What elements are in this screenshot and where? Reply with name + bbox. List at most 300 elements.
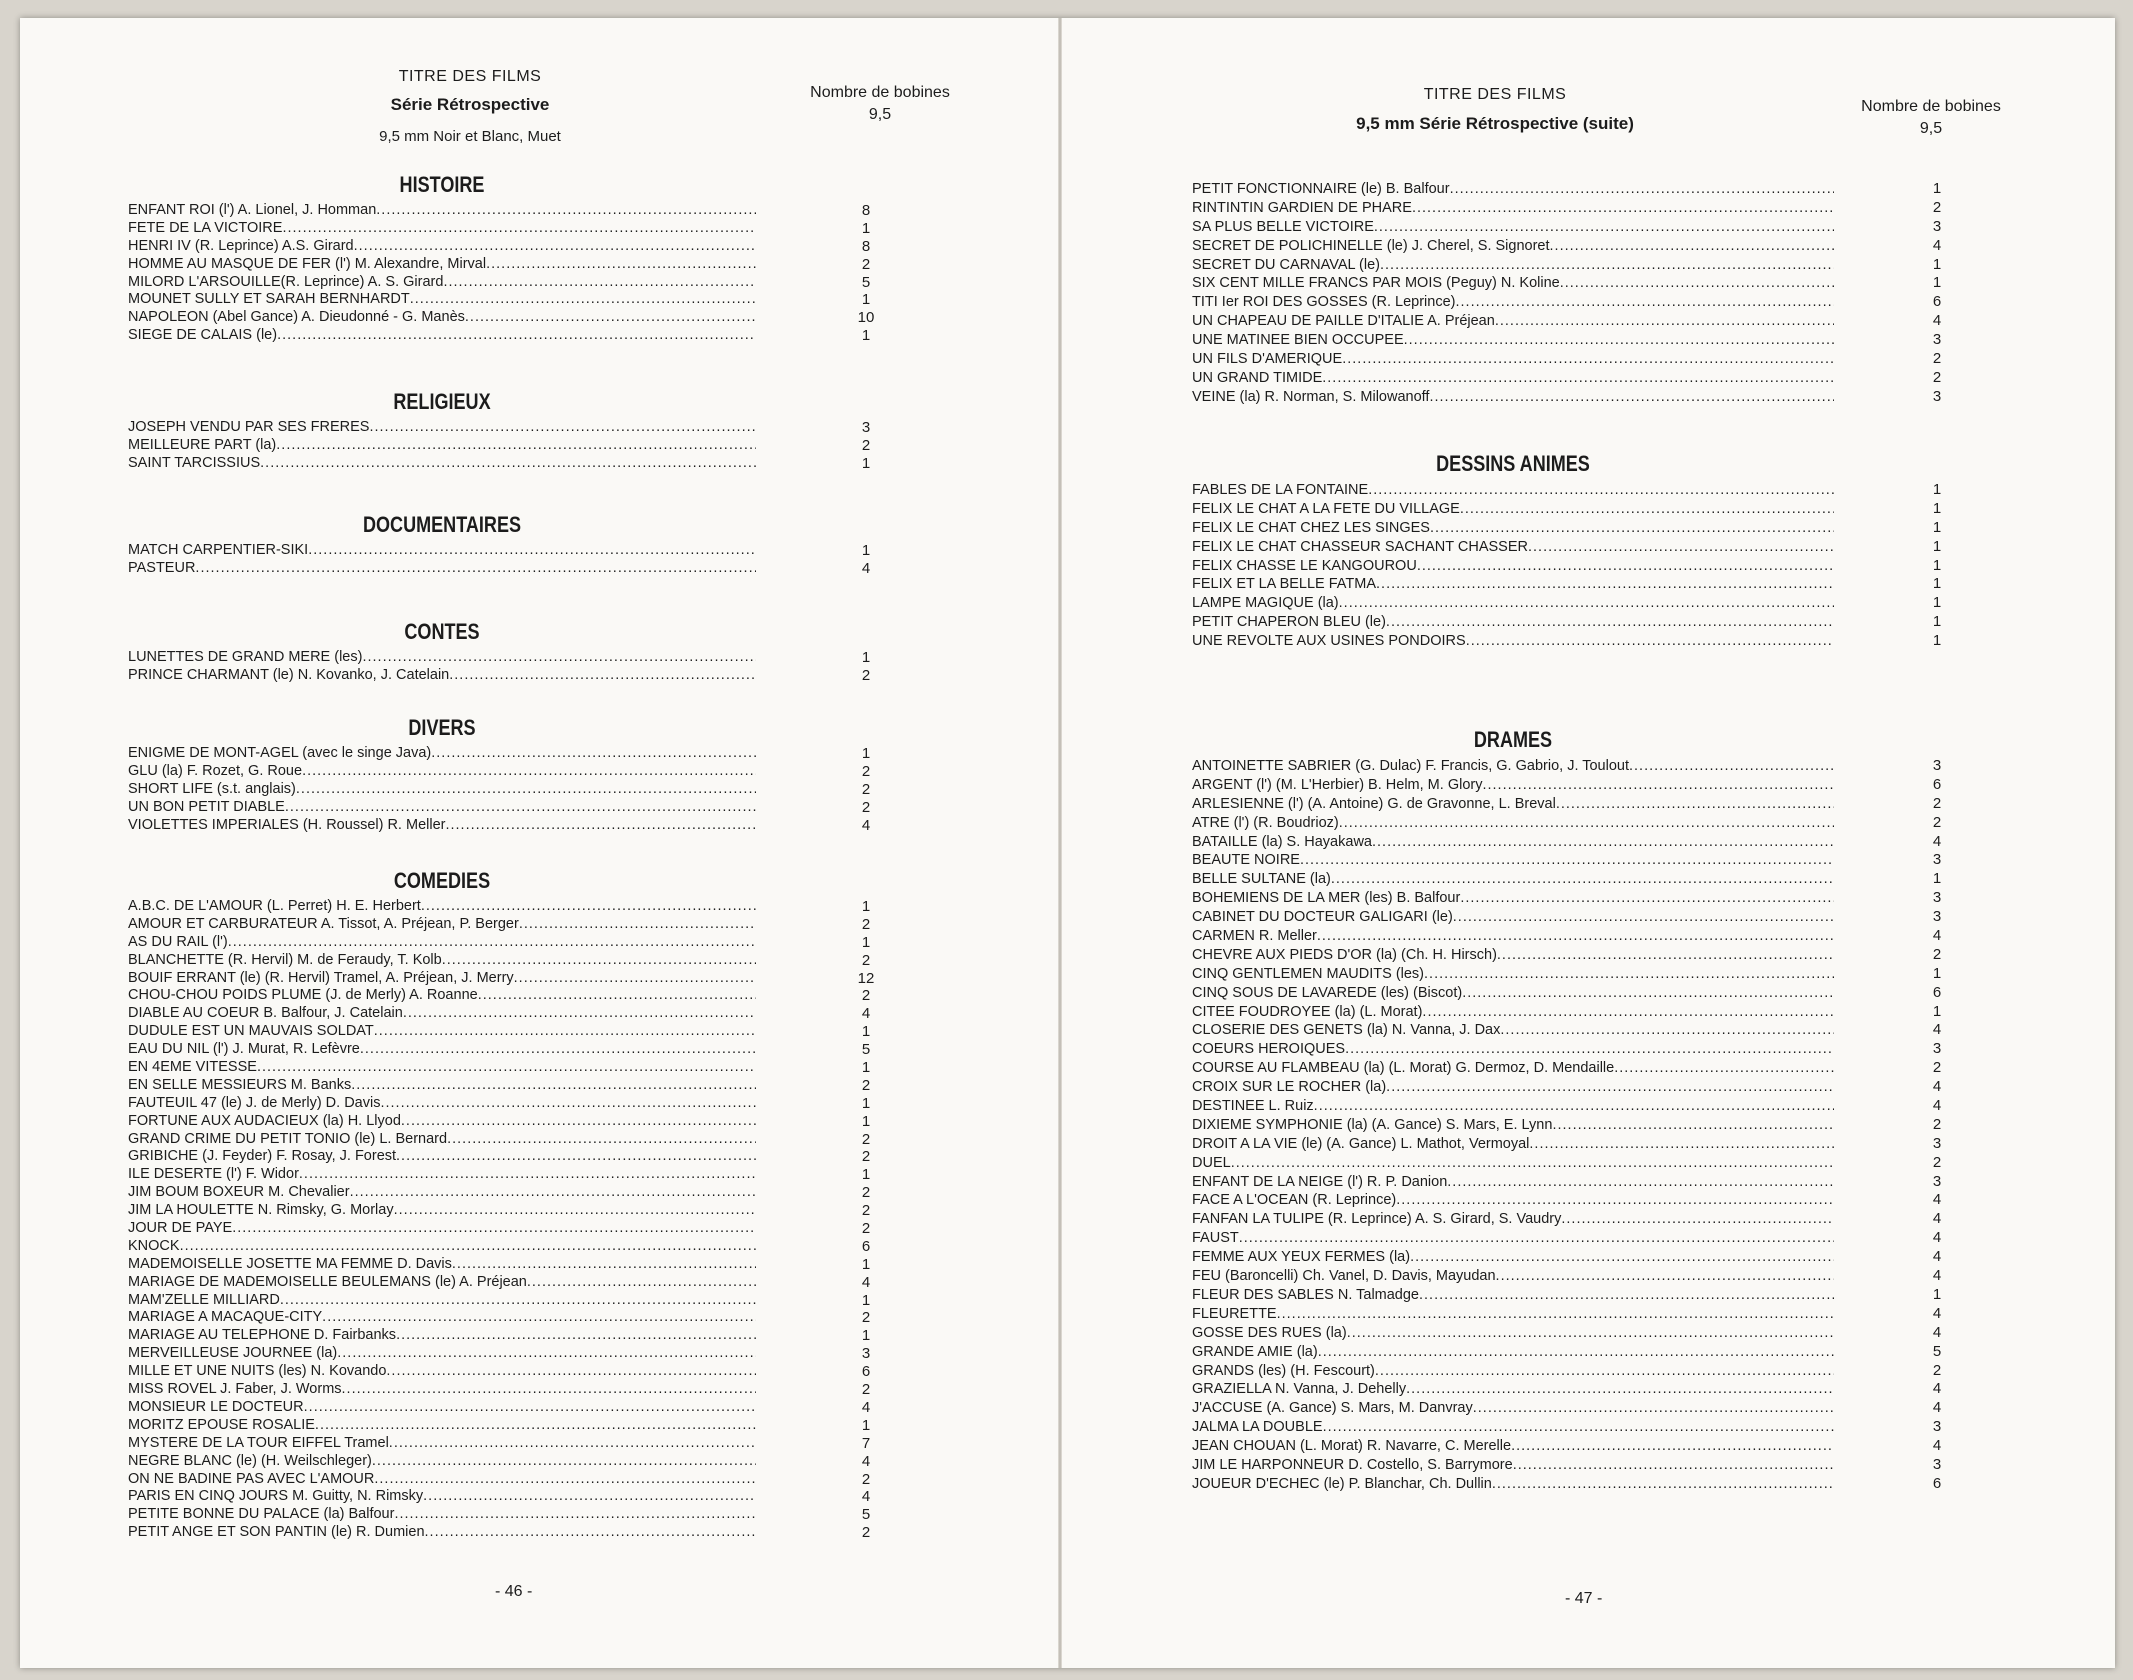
film-row <box>128 1345 906 1363</box>
film-title: MEILLEURE PART (la) ..... <box>128 437 756 455</box>
film-title: CITEE FOUDROYEE (la) (L. Morat) ..... <box>1192 1003 1834 1022</box>
film-row <box>1192 927 1977 946</box>
reel-count: 4 <box>1932 236 1942 254</box>
reel-count: 2 <box>861 1524 871 1542</box>
film-row <box>1192 1475 1977 1494</box>
reel-count: 2 <box>861 798 871 816</box>
film-title: ANTOINETTE SABRIER (G. Dulac) F. Francis, G. Gabrio, J. Toulout ..... <box>1192 757 1834 776</box>
film-row <box>1192 1173 1977 1192</box>
reel-count: 4 <box>1932 1097 1942 1115</box>
reel-count: 2 <box>861 1309 871 1327</box>
right-header-bobines-label: Nombre de bobines <box>1861 98 2001 115</box>
film-row <box>1192 1324 1977 1343</box>
film-row <box>128 560 906 578</box>
film-title: VIOLETTES IMPERIALES (H. Roussel) R. Meller ..... <box>128 817 756 835</box>
film-title: GRAZIELLA N. Vanna, J. Dehelly ..... <box>1192 1380 1834 1399</box>
right-header-bobines-format: 9,5 <box>1919 120 1943 137</box>
reel-count: 4 <box>1932 1248 1942 1266</box>
film-row <box>128 781 906 799</box>
film-row <box>128 970 906 988</box>
film-row <box>1192 1210 1977 1229</box>
catalog-spread <box>20 18 2115 1668</box>
film-title: FELIX LE CHAT CHASSEUR SACHANT CHASSER ..... <box>1192 538 1834 557</box>
film-title: GRANDE AMIE (la) ..... <box>1192 1343 1834 1362</box>
film-row <box>1192 870 1977 889</box>
reel-count: 2 <box>861 255 871 273</box>
section-heading: DOCUMENTAIRES <box>362 512 522 537</box>
film-title: CROIX SUR LE ROCHER (la) ..... <box>1192 1078 1834 1097</box>
film-row <box>128 1292 906 1310</box>
film-title: CHOU-CHOU POIDS PLUME (J. de Merly) A. Roanne ..... <box>128 987 756 1005</box>
film-row <box>1192 1399 1977 1418</box>
reel-count: 4 <box>861 1273 871 1291</box>
film-title: UN GRAND TIMIDE ..... <box>1192 369 1834 388</box>
film-title: PETIT FONCTIONNAIRE (le) B. Balfour ..... <box>1192 180 1834 199</box>
film-row <box>1192 1097 1977 1116</box>
film-title: GRAND CRIME DU PETIT TONIO (le) L. Bernard ..... <box>128 1131 756 1149</box>
reel-count: 4 <box>1932 1078 1942 1096</box>
reel-count: 4 <box>1932 312 1942 330</box>
film-row <box>1192 889 1977 908</box>
reel-count: 4 <box>861 1452 871 1470</box>
film-row <box>1192 1267 1977 1286</box>
reel-count: 4 <box>1932 1437 1942 1455</box>
film-title: BOUIF ERRANT (le) (R. Hervil) Tramel, A. Préjean, J. Merry ..... <box>128 970 756 988</box>
film-row <box>128 1309 906 1327</box>
film-title: JEAN CHOUAN (L. Morat) R. Navarre, C. Merelle ..... <box>1192 1437 1834 1456</box>
film-row <box>128 934 906 952</box>
right-page <box>1060 18 2115 1668</box>
reel-count: 2 <box>1932 1059 1942 1077</box>
film-row <box>128 1399 906 1417</box>
left-section <box>128 508 906 578</box>
film-row <box>1192 1116 1977 1135</box>
reel-count: 1 <box>1932 1002 1942 1020</box>
reel-count: 2 <box>861 915 871 933</box>
film-title: BELLE SULTANE (la) ..... <box>1192 870 1834 889</box>
film-list <box>1192 180 1977 407</box>
right-section <box>1192 180 1977 407</box>
reel-count: 2 <box>861 1202 871 1220</box>
reel-count: 1 <box>861 1416 871 1434</box>
right-page-number: - 47 - <box>1565 1590 1603 1607</box>
film-row <box>1192 1286 1977 1305</box>
film-row <box>1192 293 1977 312</box>
film-title: FELIX CHASSE LE KANGOUROU ..... <box>1192 557 1834 576</box>
film-title: VEINE (la) R. Norman, S. Milowanoff ..... <box>1192 388 1834 407</box>
reel-count: 2 <box>861 666 871 684</box>
film-row <box>128 274 906 292</box>
reel-count: 2 <box>861 1470 871 1488</box>
film-row <box>1192 613 1977 632</box>
reel-count: 1 <box>1932 499 1942 517</box>
film-row <box>128 1113 906 1131</box>
section-heading: CONTES <box>404 619 480 644</box>
film-row <box>1192 557 1977 576</box>
film-row <box>128 1005 906 1023</box>
film-title: FAUTEUIL 47 (le) J. de Merly) D. Davis ..... <box>128 1095 756 1113</box>
film-title: SIX CENT MILLE FRANCS PAR MOIS (Peguy) N. Koline ..... <box>1192 274 1834 293</box>
reel-count: 3 <box>1932 1418 1942 1436</box>
film-title: LUNETTES DE GRAND MERE (les) ..... <box>128 649 756 667</box>
film-title: BATAILLE (la) S. Hayakawa ..... <box>1192 833 1834 852</box>
reel-count: 4 <box>1932 1267 1942 1285</box>
reel-count: 2 <box>861 762 871 780</box>
film-row <box>128 799 906 817</box>
film-title: LAMPE MAGIQUE (la) ..... <box>1192 594 1834 613</box>
film-list <box>128 898 906 1542</box>
film-title: ILE DESERTE (l') F. Widor ..... <box>128 1166 756 1184</box>
reel-count: 1 <box>861 1327 871 1345</box>
reel-count: 8 <box>861 237 871 255</box>
film-row <box>1192 795 1977 814</box>
film-title: MILORD L'ARSOUILLE(R. Leprince) A. S. Girard ..... <box>128 274 756 292</box>
film-title: MARIAGE A MACAQUE-CITY ..... <box>128 1309 756 1327</box>
film-row <box>1192 1135 1977 1154</box>
film-title: FELIX ET LA BELLE FATMA ..... <box>1192 575 1834 594</box>
film-title: NEGRE BLANC (le) (H. Weilschleger) ..... <box>128 1453 756 1471</box>
film-row <box>128 327 906 345</box>
reel-count: 2 <box>1932 1361 1942 1379</box>
film-title: ON NE BADINE PAS AVEC L'AMOUR ..... <box>128 1471 756 1489</box>
film-list <box>128 202 906 345</box>
film-title: UNE REVOLTE AUX USINES PONDOIRS ..... <box>1192 632 1834 651</box>
film-title: MERVEILLEUSE JOURNEE (la) ..... <box>128 1345 756 1363</box>
film-row <box>128 309 906 327</box>
reel-count: 4 <box>1932 927 1942 945</box>
section-heading: DESSINS ANIMES <box>1436 451 1590 476</box>
reel-count: 4 <box>1932 1191 1942 1209</box>
film-row <box>128 291 906 309</box>
reel-count: 4 <box>1932 1229 1942 1247</box>
film-row <box>1192 218 1977 237</box>
section-heading: DRAMES <box>1473 727 1553 752</box>
film-title: PRINCE CHARMANT (le) N. Kovanko, J. Catelain ..... <box>128 667 756 685</box>
reel-count: 1 <box>861 649 871 666</box>
reel-count: 3 <box>1932 217 1942 235</box>
film-title: NAPOLEON (Abel Gance) A. Dieudonné - G. Manès ..... <box>128 309 756 327</box>
reel-count: 6 <box>1932 293 1942 311</box>
film-title: FETE DE LA VICTOIRE ..... <box>128 220 756 238</box>
film-row <box>128 987 906 1005</box>
film-row <box>1192 1003 1977 1022</box>
film-row <box>128 238 906 256</box>
film-title: FANFAN LA TULIPE (R. Leprince) A. S. Girard, S. Vaudry ..... <box>1192 1210 1834 1229</box>
film-row <box>1192 500 1977 519</box>
film-title: GRIBICHE (J. Feyder) F. Rosay, J. Forest ..... <box>128 1148 756 1166</box>
film-row <box>1192 350 1977 369</box>
film-row <box>128 1363 906 1381</box>
reel-count: 4 <box>861 1398 871 1416</box>
reel-count: 4 <box>861 816 871 834</box>
reel-count: 2 <box>861 1148 871 1166</box>
film-title: TITI Ier ROI DES GOSSES (R. Leprince) ..... <box>1192 293 1834 312</box>
film-list <box>128 745 906 834</box>
film-title: EN SELLE MESSIEURS M. Banks ..... <box>128 1077 756 1095</box>
reel-count: 6 <box>1932 1474 1942 1492</box>
film-title: MAM'ZELLE MILLIARD ..... <box>128 1292 756 1310</box>
film-row <box>128 1166 906 1184</box>
reel-count: 12 <box>857 969 875 987</box>
reel-count: 4 <box>1932 1304 1942 1322</box>
film-row <box>128 256 906 274</box>
reel-count: 1 <box>1932 180 1942 197</box>
reel-count: 4 <box>1932 1380 1942 1398</box>
film-title: MILLE ET UNE NUITS (les) N. Kovando ..... <box>128 1363 756 1381</box>
film-row <box>1192 776 1977 795</box>
film-title: A.B.C. DE L'AMOUR (L. Perret) H. E. Herbert ..... <box>128 898 756 916</box>
film-row <box>128 220 906 238</box>
reel-count: 4 <box>861 559 871 577</box>
film-row <box>128 817 906 835</box>
reel-count: 7 <box>861 1434 871 1452</box>
film-title: JIM LA HOULETTE N. Rimsky, G. Morlay ..... <box>128 1202 756 1220</box>
reel-count: 3 <box>861 419 871 436</box>
reel-count: 3 <box>1932 757 1942 774</box>
film-title: COEURS HEROIQUES ..... <box>1192 1040 1834 1059</box>
film-title: GRANDS (les) (H. Fescourt) ..... <box>1192 1362 1834 1381</box>
reel-count: 1 <box>861 291 871 309</box>
reel-count: 6 <box>1932 983 1942 1001</box>
film-row <box>1192 180 1977 199</box>
film-title: DIABLE AU COEUR B. Balfour, J. Catelain ..... <box>128 1005 756 1023</box>
reel-count: 1 <box>861 1112 871 1130</box>
film-row <box>1192 274 1977 293</box>
film-list <box>128 419 906 473</box>
film-title: FABLES DE LA FONTAINE ..... <box>1192 481 1834 500</box>
reel-count: 2 <box>861 780 871 798</box>
film-title: MARIAGE AU TELEPHONE D. Fairbanks ..... <box>128 1327 756 1345</box>
film-title: CINQ GENTLEMEN MAUDITS (les) ..... <box>1192 965 1834 984</box>
film-row <box>1192 331 1977 350</box>
reel-count: 5 <box>861 1506 871 1524</box>
film-row <box>128 1381 906 1399</box>
film-title: DROIT A LA VIE (le) (A. Gance) L. Mathot, Vermoyal ..... <box>1192 1135 1834 1154</box>
film-title: FEMME AUX YEUX FERMES (la) ..... <box>1192 1248 1834 1267</box>
film-row <box>128 1238 906 1256</box>
film-title: FELIX LE CHAT CHEZ LES SINGES ..... <box>1192 519 1834 538</box>
section-heading: RELIGIEUX <box>393 389 491 414</box>
film-list <box>1192 481 1977 651</box>
reel-count: 1 <box>1932 613 1942 631</box>
film-title: J'ACCUSE (A. Gance) S. Mars, M. Danvray ..... <box>1192 1399 1834 1418</box>
film-row <box>128 1435 906 1453</box>
film-title: ENIGME DE MONT-AGEL (avec le singe Java) ..... <box>128 745 756 763</box>
film-row <box>1192 1191 1977 1210</box>
film-title: MYSTERE DE LA TOUR EIFFEL Tramel ..... <box>128 1435 756 1453</box>
film-title: BEAUTE NOIRE ..... <box>1192 851 1834 870</box>
film-title: DUDULE EST UN MAUVAIS SOLDAT ..... <box>128 1023 756 1041</box>
film-row <box>128 1488 906 1506</box>
film-title: MATCH CARPENTIER-SIKI ..... <box>128 542 756 560</box>
film-title: FLEURETTE ..... <box>1192 1305 1834 1324</box>
film-row <box>128 542 906 560</box>
reel-count: 1 <box>861 1094 871 1112</box>
section-heading: DIVERS <box>408 715 476 740</box>
film-title: DIXIEME SYMPHONIE (la) (A. Gance) S. Mars, E. Lynn ..... <box>1192 1116 1834 1135</box>
film-row <box>1192 575 1977 594</box>
reel-count: 1 <box>861 1059 871 1077</box>
reel-count: 2 <box>1932 1153 1942 1171</box>
reel-count: 1 <box>1932 594 1942 612</box>
film-row <box>1192 1305 1977 1324</box>
reel-count: 1 <box>1932 274 1942 292</box>
reel-count: 1 <box>861 745 871 762</box>
film-title: ENFANT DE LA NEIGE (l') R. P. Danion ..... <box>1192 1173 1834 1192</box>
reel-count: 4 <box>1932 1323 1942 1341</box>
reel-count: 3 <box>1932 1040 1942 1058</box>
reel-count: 1 <box>861 898 871 915</box>
left-page-number: - 46 - <box>495 1583 533 1600</box>
left-section <box>128 385 906 473</box>
film-title: AMOUR ET CARBURATEUR A. Tissot, A. Préjean, P. Berger ..... <box>128 916 756 934</box>
reel-count: 4 <box>1932 1399 1942 1417</box>
film-title: COURSE AU FLAMBEAU (la) (L. Morat) G. Dermoz, D. Mendaille ..... <box>1192 1059 1834 1078</box>
reel-count: 2 <box>1932 813 1942 831</box>
reel-count: 2 <box>861 436 871 454</box>
film-row <box>128 1131 906 1149</box>
film-title: FACE A L'OCEAN (R. Leprince) ..... <box>1192 1191 1834 1210</box>
film-row <box>128 419 906 437</box>
reel-count: 1 <box>1932 556 1942 574</box>
reel-count: 2 <box>861 1130 871 1148</box>
film-title: BOHEMIENS DE LA MER (les) B. Balfour ..... <box>1192 889 1834 908</box>
film-row <box>1192 1380 1977 1399</box>
film-title: DESTINEE L. Ruiz ..... <box>1192 1097 1834 1116</box>
film-title: ATRE (l') (R. Boudrioz) ..... <box>1192 814 1834 833</box>
reel-count: 4 <box>1932 1210 1942 1228</box>
film-title: MOUNET SULLY ET SARAH BERNHARDT ..... <box>128 291 756 309</box>
film-title: UN FILS D'AMERIQUE ..... <box>1192 350 1834 369</box>
film-title: FORTUNE AUX AUDACIEUX (la) H. Llyod ..... <box>128 1113 756 1131</box>
film-title: ARGENT (l') (M. L'Herbier) B. Helm, M. Glory ..... <box>1192 776 1834 795</box>
film-row <box>128 916 906 934</box>
film-row <box>1192 632 1977 651</box>
film-list <box>1192 757 1977 1494</box>
film-row <box>128 455 906 473</box>
film-row <box>1192 1456 1977 1475</box>
film-row <box>1192 1040 1977 1059</box>
reel-count: 2 <box>1932 794 1942 812</box>
film-row <box>128 1148 906 1166</box>
film-title: SECRET DE POLICHINELLE (le) J. Cherel, S. Signoret ..... <box>1192 237 1834 256</box>
film-title: DUEL ..... <box>1192 1154 1834 1173</box>
film-row <box>128 898 906 916</box>
film-row <box>1192 1078 1977 1097</box>
film-title: EN 4EME VITESSE ..... <box>128 1059 756 1077</box>
film-title: BLANCHETTE (R. Hervil) M. de Feraudy, T. Kolb ..... <box>128 952 756 970</box>
film-title: AS DU RAIL (l') ..... <box>128 934 756 952</box>
film-row <box>1192 1362 1977 1381</box>
reel-count: 2 <box>1932 945 1942 963</box>
reel-count: 1 <box>1932 518 1942 536</box>
reel-count: 2 <box>861 1220 871 1238</box>
film-title: GLU (la) F. Rozet, G. Roue ..... <box>128 763 756 781</box>
reel-count: 1 <box>861 1023 871 1041</box>
film-row <box>1192 851 1977 870</box>
film-title: PASTEUR ..... <box>128 560 756 578</box>
reel-count: 3 <box>1932 851 1942 869</box>
reel-count: 6 <box>861 1363 871 1381</box>
film-row <box>128 1202 906 1220</box>
film-row <box>1192 519 1977 538</box>
film-row <box>128 1506 906 1524</box>
film-row <box>1192 1154 1977 1173</box>
film-title: RINTINTIN GARDIEN DE PHARE ..... <box>1192 199 1834 218</box>
film-row <box>1192 984 1977 1003</box>
film-row <box>1192 481 1977 500</box>
reel-count: 6 <box>861 1237 871 1255</box>
reel-count: 1 <box>1932 537 1942 555</box>
film-row <box>1192 814 1977 833</box>
reel-count: 1 <box>861 1291 871 1309</box>
right-header-title: TITRE DES FILMS <box>1423 86 1567 103</box>
film-title: ENFANT ROI (l') A. Lionel, J. Homman ..... <box>128 202 756 220</box>
film-title: UN CHAPEAU DE PAILLE D'ITALIE A. Préjean ..... <box>1192 312 1834 331</box>
reel-count: 3 <box>1932 908 1942 926</box>
reel-count: 1 <box>1932 964 1942 982</box>
film-title: SAINT TARCISSIUS ..... <box>128 455 756 473</box>
film-row <box>128 1274 906 1292</box>
film-title: MISS ROVEL J. Faber, J. Worms ..... <box>128 1381 756 1399</box>
film-title: EAU DU NIL (l') J. Murat, R. Lefèvre ..... <box>128 1041 756 1059</box>
reel-count: 1 <box>861 327 871 345</box>
film-title: UNE MATINEE BIEN OCCUPEE ..... <box>1192 331 1834 350</box>
film-title: PARIS EN CINQ JOURS M. Guitty, N. Rimsky ..... <box>128 1488 756 1506</box>
film-row <box>1192 1248 1977 1267</box>
left-section <box>128 864 906 1542</box>
reel-count: 3 <box>861 1345 871 1363</box>
right-section <box>1192 723 1977 1494</box>
film-row <box>128 1417 906 1435</box>
reel-count: 4 <box>861 1488 871 1506</box>
film-row <box>128 1524 906 1542</box>
reel-count: 3 <box>1932 889 1942 907</box>
reel-count: 6 <box>1932 775 1942 793</box>
film-title: FLEUR DES SABLES N. Talmadge ..... <box>1192 1286 1834 1305</box>
reel-count: 5 <box>861 273 871 291</box>
left-page <box>20 18 1060 1668</box>
reel-count: 1 <box>1932 481 1942 498</box>
film-row <box>1192 1021 1977 1040</box>
reel-count: 1 <box>1932 632 1942 650</box>
film-title: UN BON PETIT DIABLE ..... <box>128 799 756 817</box>
film-row <box>1192 312 1977 331</box>
film-row <box>128 1471 906 1489</box>
reel-count: 1 <box>861 542 871 559</box>
film-row <box>128 649 906 667</box>
film-row <box>1192 833 1977 852</box>
film-row <box>1192 237 1977 256</box>
film-row <box>128 202 906 220</box>
film-title: PETIT CHAPERON BLEU (le) ..... <box>1192 613 1834 632</box>
film-title: SHORT LIFE (s.t. anglais) ..... <box>128 781 756 799</box>
film-row <box>128 952 906 970</box>
film-row <box>1192 1343 1977 1362</box>
reel-count: 4 <box>1932 1021 1942 1039</box>
film-list <box>128 542 906 578</box>
film-row <box>1192 538 1977 557</box>
film-row <box>128 667 906 685</box>
reel-count: 2 <box>1932 198 1942 216</box>
reel-count: 5 <box>1932 1342 1942 1360</box>
film-title: CHEVRE AUX PIEDS D'OR (la) (Ch. H. Hirsch) ..... <box>1192 946 1834 965</box>
film-title: MARIAGE DE MADEMOISELLE BEULEMANS (le) A. Préjean ..... <box>128 1274 756 1292</box>
film-title: JIM LE HARPONNEUR D. Costello, S. Barrymore ..... <box>1192 1456 1834 1475</box>
right-header-series: 9,5 mm Série Rétrospective (suite) <box>1356 114 1634 133</box>
film-title: PETITE BONNE DU PALACE (la) Balfour ..... <box>128 1506 756 1524</box>
film-title: JIM BOUM BOXEUR M. Chevalier ..... <box>128 1184 756 1202</box>
